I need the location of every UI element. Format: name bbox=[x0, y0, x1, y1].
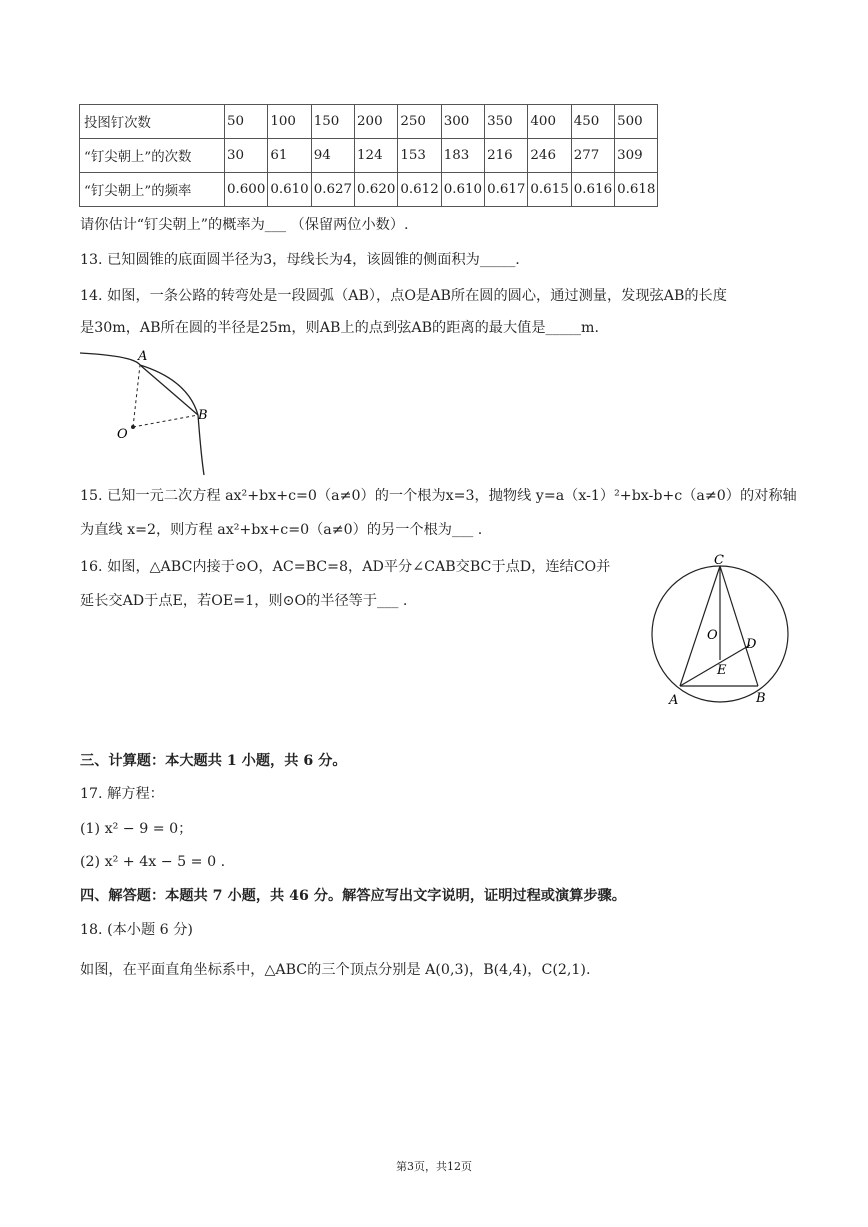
row-header-cell: “钉尖朝上”的频率 bbox=[80, 173, 225, 207]
table-cell: 0.612 bbox=[398, 173, 441, 207]
table-cell: 216 bbox=[485, 139, 528, 173]
table-cell: 153 bbox=[398, 139, 441, 173]
question-18-header: 18. (本小题 6 分) bbox=[80, 922, 193, 938]
table-cell: 100 bbox=[268, 105, 311, 139]
table-cell: 0.610 bbox=[268, 173, 311, 207]
table-cell: 94 bbox=[311, 139, 354, 173]
label-B: B bbox=[198, 408, 208, 423]
table-cell: 124 bbox=[355, 139, 398, 173]
table-cell: 246 bbox=[528, 139, 571, 173]
table-cell: 183 bbox=[441, 139, 484, 173]
table-cell: 50 bbox=[225, 105, 268, 139]
table-cell: 0.620 bbox=[355, 173, 398, 207]
question-16-line2: 延长交AD于点E，若OE=1，则⊙O的半径等于___ . bbox=[80, 593, 408, 609]
section-3-heading: 三、计算题：本大题共 1 小题，共 6 分。 bbox=[80, 753, 347, 769]
table-cell: 61 bbox=[268, 139, 311, 173]
side-CA bbox=[680, 566, 720, 686]
circle-triangle-figure bbox=[640, 552, 800, 712]
label-O: O bbox=[117, 427, 128, 442]
road-curve-top bbox=[80, 353, 140, 365]
question-14-line1: 14. 如图，一条公路的转弯处是一段圆弧（AB），点O是AB所在圆的圆心，通过测量，发现弦AB的长度 bbox=[80, 288, 727, 304]
page-footer: 第3页，共12页 bbox=[396, 1160, 472, 1173]
label-O: O bbox=[707, 628, 718, 643]
question-18-text: 如图，在平面直角坐标系中，△ABC的三个顶点分别是 A(0,3)，B(4,4)，C(2,1). bbox=[80, 962, 591, 978]
label-B: B bbox=[756, 691, 766, 706]
chord-AB bbox=[140, 365, 198, 415]
table-cell: 0.610 bbox=[441, 173, 484, 207]
table-cell: 200 bbox=[355, 105, 398, 139]
table-cell: 0.616 bbox=[571, 173, 614, 207]
table-row bbox=[80, 105, 658, 139]
table-cell: 0.618 bbox=[615, 173, 658, 207]
radius-OA bbox=[133, 365, 140, 427]
question-17-part1: (1) x² − 9 = 0； bbox=[80, 821, 193, 837]
q12-answer-line: 请你估计“钉尖朝上”的概率为___ （保留两位小数）. bbox=[80, 217, 409, 233]
table-cell: 150 bbox=[311, 105, 354, 139]
label-A: A bbox=[138, 349, 148, 364]
road-arc-figure bbox=[78, 345, 218, 480]
bisector-AD bbox=[680, 645, 750, 686]
question-15-line1: 15. 已知一元二次方程 ax²+bx+c=0（a≠0）的一个根为x=3，抛物线 y=a（x-1）²+bx-b+c（a≠0）的对称轴 bbox=[80, 488, 797, 504]
label-E: E bbox=[717, 663, 727, 678]
row-header-cell: 投图钉次数 bbox=[80, 105, 225, 139]
table-row bbox=[80, 173, 658, 207]
table-cell: 309 bbox=[615, 139, 658, 173]
road-curve-bottom bbox=[198, 415, 204, 475]
section-4-heading: 四、解答题：本题共 7 小题，共 46 分。解答应写出文字说明，证明过程或演算步骤。 bbox=[80, 888, 626, 904]
table-row bbox=[80, 139, 658, 173]
question-17-part2: (2) x² + 4x − 5 = 0 . bbox=[80, 854, 226, 870]
table-cell: 300 bbox=[441, 105, 484, 139]
row-header-cell: “钉尖朝上”的次数 bbox=[80, 139, 225, 173]
table-cell: 0.615 bbox=[528, 173, 571, 207]
table-cell: 30 bbox=[225, 139, 268, 173]
table-cell: 450 bbox=[571, 105, 614, 139]
center-point-O bbox=[131, 425, 135, 429]
question-14-line2: 是30m，AB所在圆的半径是25m，则AB上的点到弦AB的距离的最大值是_____m. bbox=[80, 320, 599, 336]
table-cell: 400 bbox=[528, 105, 571, 139]
table-cell: 0.617 bbox=[485, 173, 528, 207]
question-15-line2: 为直线 x=2，则方程 ax²+bx+c=0（a≠0）的另一个根为___ . bbox=[80, 522, 483, 538]
table-cell: 277 bbox=[571, 139, 614, 173]
table-cell: 250 bbox=[398, 105, 441, 139]
table-cell: 0.627 bbox=[311, 173, 354, 207]
table-cell: 0.600 bbox=[225, 173, 268, 207]
label-D: D bbox=[746, 637, 757, 652]
frequency-table bbox=[79, 104, 658, 207]
radius-OB bbox=[133, 415, 198, 427]
label-A: A bbox=[669, 693, 679, 708]
question-17: 17. 解方程： bbox=[80, 786, 164, 802]
question-13: 13. 已知圆锥的底面圆半径为3，母线长为4，该圆锥的侧面积为_____. bbox=[80, 252, 520, 268]
table-cell: 500 bbox=[615, 105, 658, 139]
table-cell: 350 bbox=[485, 105, 528, 139]
question-16-line1: 16. 如图，△ABC内接于⊙O，AC=BC=8，AD平分∠CAB交BC于点D，连结CO并 bbox=[80, 559, 611, 575]
label-C: C bbox=[714, 553, 724, 568]
